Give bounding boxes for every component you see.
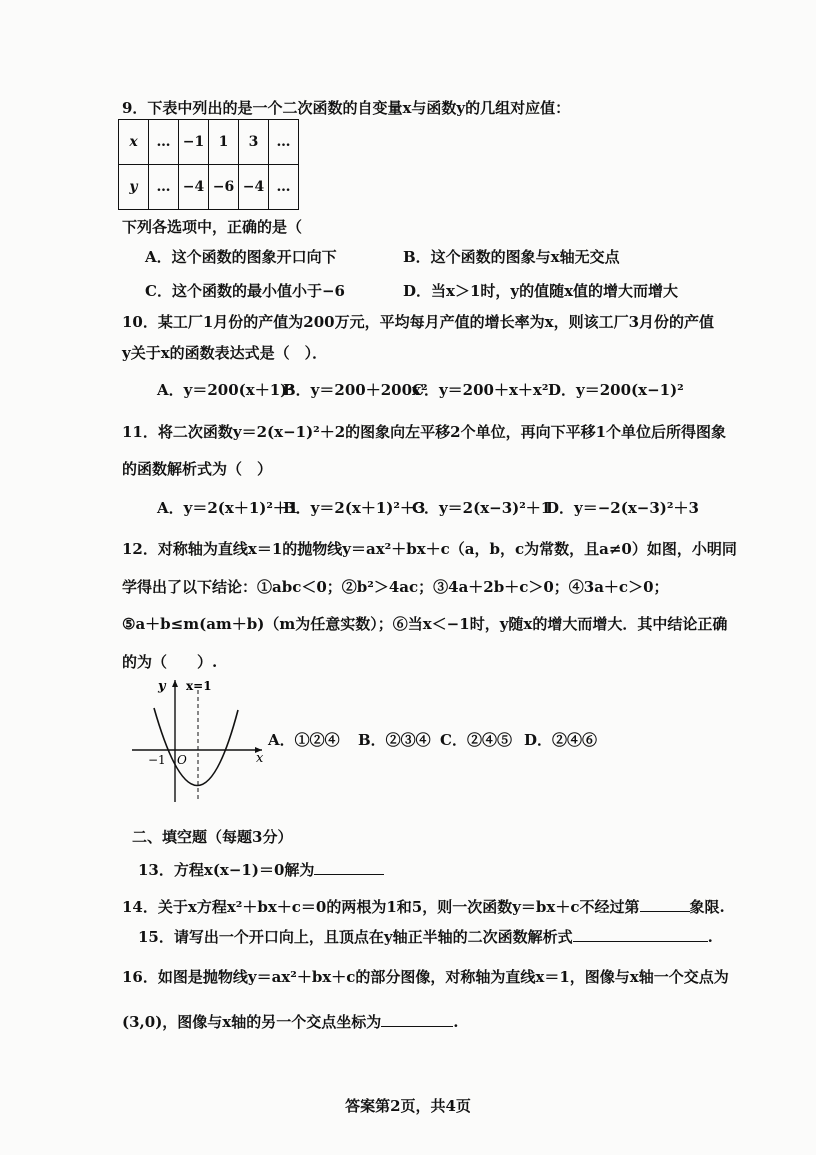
q14-answer-blank[interactable]: [640, 897, 690, 912]
x-axis-label: x: [256, 751, 264, 766]
q10-stem-line1: 10．某工厂1月份的产值为200万元，平均每月产值的增长率为x，则该工厂3月份的产值: [122, 313, 715, 331]
q11-option-b: B．y＝2(x＋1)²＋3: [283, 499, 426, 517]
q11-option-c: C．y＝2(x−3)²＋1: [412, 499, 552, 517]
q12-stem-line1: 12．对称轴为直线x＝1的抛物线y＝ax²＋bx＋c（a，b，c为常数，且a≠0）如图，小明同: [122, 540, 737, 558]
q10-option-b: B．y＝200＋200x²: [283, 381, 428, 399]
y-axis-label: y: [158, 679, 166, 694]
neg-one-label: −1: [148, 753, 166, 767]
table-cell: …: [269, 120, 299, 165]
q11-stem-line2: 的函数解析式为（ ）: [122, 460, 273, 478]
origin-label: O: [177, 753, 187, 767]
y-axis-arrow: [172, 680, 178, 687]
value-table: [118, 119, 299, 210]
table-cell: …: [149, 120, 179, 165]
q16: (3,0)，图像与x轴的另一个交点坐标为 .: [122, 1013, 459, 1031]
q12-stem-line4: 的为（ ）.: [122, 653, 218, 671]
table-row: [119, 120, 299, 165]
q13-text: 13．方程x(x−1)＝0解为: [138, 861, 315, 879]
table-cell: x: [119, 120, 149, 165]
table-cell: y: [119, 165, 149, 210]
q13-answer-blank[interactable]: [314, 860, 384, 875]
q9-option-b: B．这个函数的图象与x轴无交点: [403, 248, 620, 266]
q12-option-d: D．②④⑥: [524, 731, 598, 749]
q9-prompt: 下列各选项中，正确的是（: [122, 218, 303, 236]
table-cell: …: [269, 165, 299, 210]
q12-option-c: C．②④⑤: [440, 731, 512, 749]
q11-option-d: D．y＝−2(x−3)²＋3: [546, 499, 699, 517]
q16-text: (3,0)，图像与x轴的另一个交点坐标为: [122, 1013, 382, 1031]
q9-option-d: D．当x＞1时，y的值随x值的增大而增大: [403, 282, 679, 300]
parabola-curve: [154, 708, 238, 786]
q12-stem-line2: 学得出了以下结论：①abc＜0；②b²＞4ac；③4a＋2b＋c＞0；④3a＋c＞0；: [122, 578, 669, 596]
q15-text: 15．请写出一个开口向上，且顶点在y轴正半轴的二次函数解析式: [138, 928, 573, 946]
q15-answer-blank[interactable]: [573, 927, 708, 942]
table-cell: 3: [239, 120, 269, 165]
q9-option-c: C．这个函数的最小值小于−6: [145, 282, 345, 300]
q16-stem-line1: 16．如图是抛物线y＝ax²＋bx＋c的部分图像，对称轴为直线x＝1，图像与x轴一个交点为: [122, 968, 729, 986]
q12-option-b: B．②③④: [358, 731, 431, 749]
table-row: [119, 165, 299, 210]
page-footer: 答案第2页，共4页: [345, 1097, 471, 1115]
q14-text-before: 14．关于x方程x²＋bx＋c＝0的两根为1和5，则一次函数y＝bx＋c不经过第: [122, 898, 640, 916]
q10-option-c: C．y＝200＋x＋x²: [412, 381, 549, 399]
symmetry-line-label: x=1: [186, 679, 212, 693]
q15: 15．请写出一个开口向上，且顶点在y轴正半轴的二次函数解析式 .: [138, 928, 713, 946]
table-cell: …: [149, 165, 179, 210]
q9-option-a: A．这个函数的图象开口向下: [145, 248, 337, 266]
q10-option-a: A．y＝200(x＋1)²: [157, 381, 294, 399]
table-cell: −4: [179, 165, 209, 210]
q13: [138, 859, 384, 881]
q11-option-a: A．y＝2(x＋1)²＋1: [157, 499, 299, 517]
q16-answer-blank[interactable]: [381, 1012, 453, 1027]
q9-stem: 9．下表中列出的是一个二次函数的自变量x与函数y的几组对应值：: [122, 99, 571, 117]
q12-option-a: A．①②④: [268, 731, 340, 749]
q12-stem-line3: ⑤a＋b≤m(am＋b)（m为任意实数）；⑥当x＜−1时，y随x的增大而增大．其中结论正确: [122, 615, 728, 633]
table-cell: −6: [209, 165, 239, 210]
q10-stem-line2: y关于x的函数表达式是（ ）．: [122, 344, 328, 362]
table-cell: 1: [209, 120, 239, 165]
q10-option-d: D．y＝200(x−1)²: [548, 381, 684, 399]
q11-stem-line1: 11．将二次函数y＝2(x−1)²＋2的图象向左平移2个单位，再向下平移1个单位后所得图象: [122, 423, 727, 441]
q14: [122, 896, 725, 918]
parabola-graph: [128, 676, 268, 806]
table-cell: −4: [239, 165, 269, 210]
table-cell: −1: [179, 120, 209, 165]
q14-text-after: 象限.: [689, 898, 725, 916]
section-2-heading: 二、填空题（每题3分）: [132, 828, 293, 846]
